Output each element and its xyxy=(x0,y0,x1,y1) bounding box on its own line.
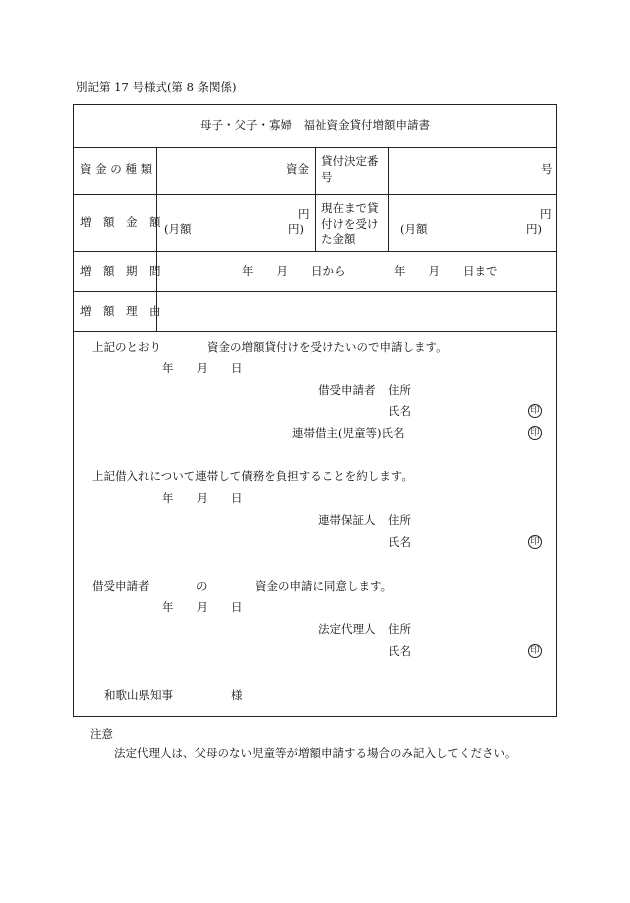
period-from: 年 月 日から xyxy=(242,264,346,278)
current-monthly-close: 円) xyxy=(526,222,542,236)
notes-heading: 注意 xyxy=(90,727,113,741)
fund-type-suffix: 資金 xyxy=(286,162,309,176)
consent-suffix: 資金の申請に同意します。 xyxy=(255,579,393,593)
guarantee-date: 年 月 日 xyxy=(162,491,243,505)
notes-text: 法定代理人は、父母のない児童等が増額申請する場合のみ記入してください。 xyxy=(114,746,517,760)
guarantor-address: 住所 xyxy=(388,513,411,527)
joint-borrower-name: 連帯借主(児童等)氏名 xyxy=(292,426,405,440)
consent-no: の xyxy=(196,579,208,593)
applicant-name: 氏名 xyxy=(388,404,411,418)
current-monthly-open: (月額 xyxy=(400,222,428,236)
period-to: 年 月 日まで xyxy=(394,264,498,278)
consent-date: 年 月 日 xyxy=(162,600,243,614)
current-loan-label: 現在まで貸付けを受けた金額 xyxy=(321,201,379,247)
applicant-label: 借受申請者 xyxy=(318,383,376,397)
increase-reason-label: 増 額 理 由 xyxy=(80,304,161,318)
application-date: 年 月 日 xyxy=(162,361,243,375)
fund-type-label: 資 金 の 種 類 xyxy=(80,162,153,176)
applicant-address: 住所 xyxy=(388,383,411,397)
increase-amount-yen: 円 xyxy=(298,207,310,221)
legal-rep-name: 氏名 xyxy=(388,644,411,658)
increase-monthly-open: (月額 xyxy=(164,222,192,236)
increase-amount-label: 増 額 金 額 xyxy=(80,215,161,229)
legal-rep-label: 法定代理人 xyxy=(318,622,376,636)
guarantor-label: 連帯保証人 xyxy=(318,513,376,527)
form-title: 母子・父子・寡婦 福祉資金貸付増額申請書 xyxy=(200,118,430,132)
seal-mark: 印 xyxy=(528,644,542,658)
legal-rep-address: 住所 xyxy=(388,622,411,636)
honorific: 様 xyxy=(231,688,243,702)
applicant-line-suffix: 資金の増額貸付けを受けたいので申請します。 xyxy=(207,340,448,354)
increase-monthly-close: 円) xyxy=(288,222,304,236)
current-loan-yen: 円 xyxy=(540,207,552,221)
guarantor-name: 氏名 xyxy=(388,535,411,549)
addressee: 和歌山県知事 xyxy=(104,688,173,702)
increase-period-label: 増 額 期 間 xyxy=(80,264,161,278)
consent-prefix: 借受申請者 xyxy=(92,579,150,593)
seal-mark: 印 xyxy=(528,535,542,549)
seal-mark: 印 xyxy=(528,426,542,440)
seal-mark: 印 xyxy=(528,404,542,418)
loan-decision-number-label: 貸付決定番号 xyxy=(321,154,379,184)
form-number: 別記第 17 号様式(第 8 条関係) xyxy=(76,80,237,94)
application-form xyxy=(73,104,557,717)
applicant-line-prefix: 上記のとおり xyxy=(92,340,161,354)
guarantee-line: 上記借入れについて連帯して債務を負担することを約します。 xyxy=(92,469,413,483)
number-suffix: 号 xyxy=(541,162,553,176)
